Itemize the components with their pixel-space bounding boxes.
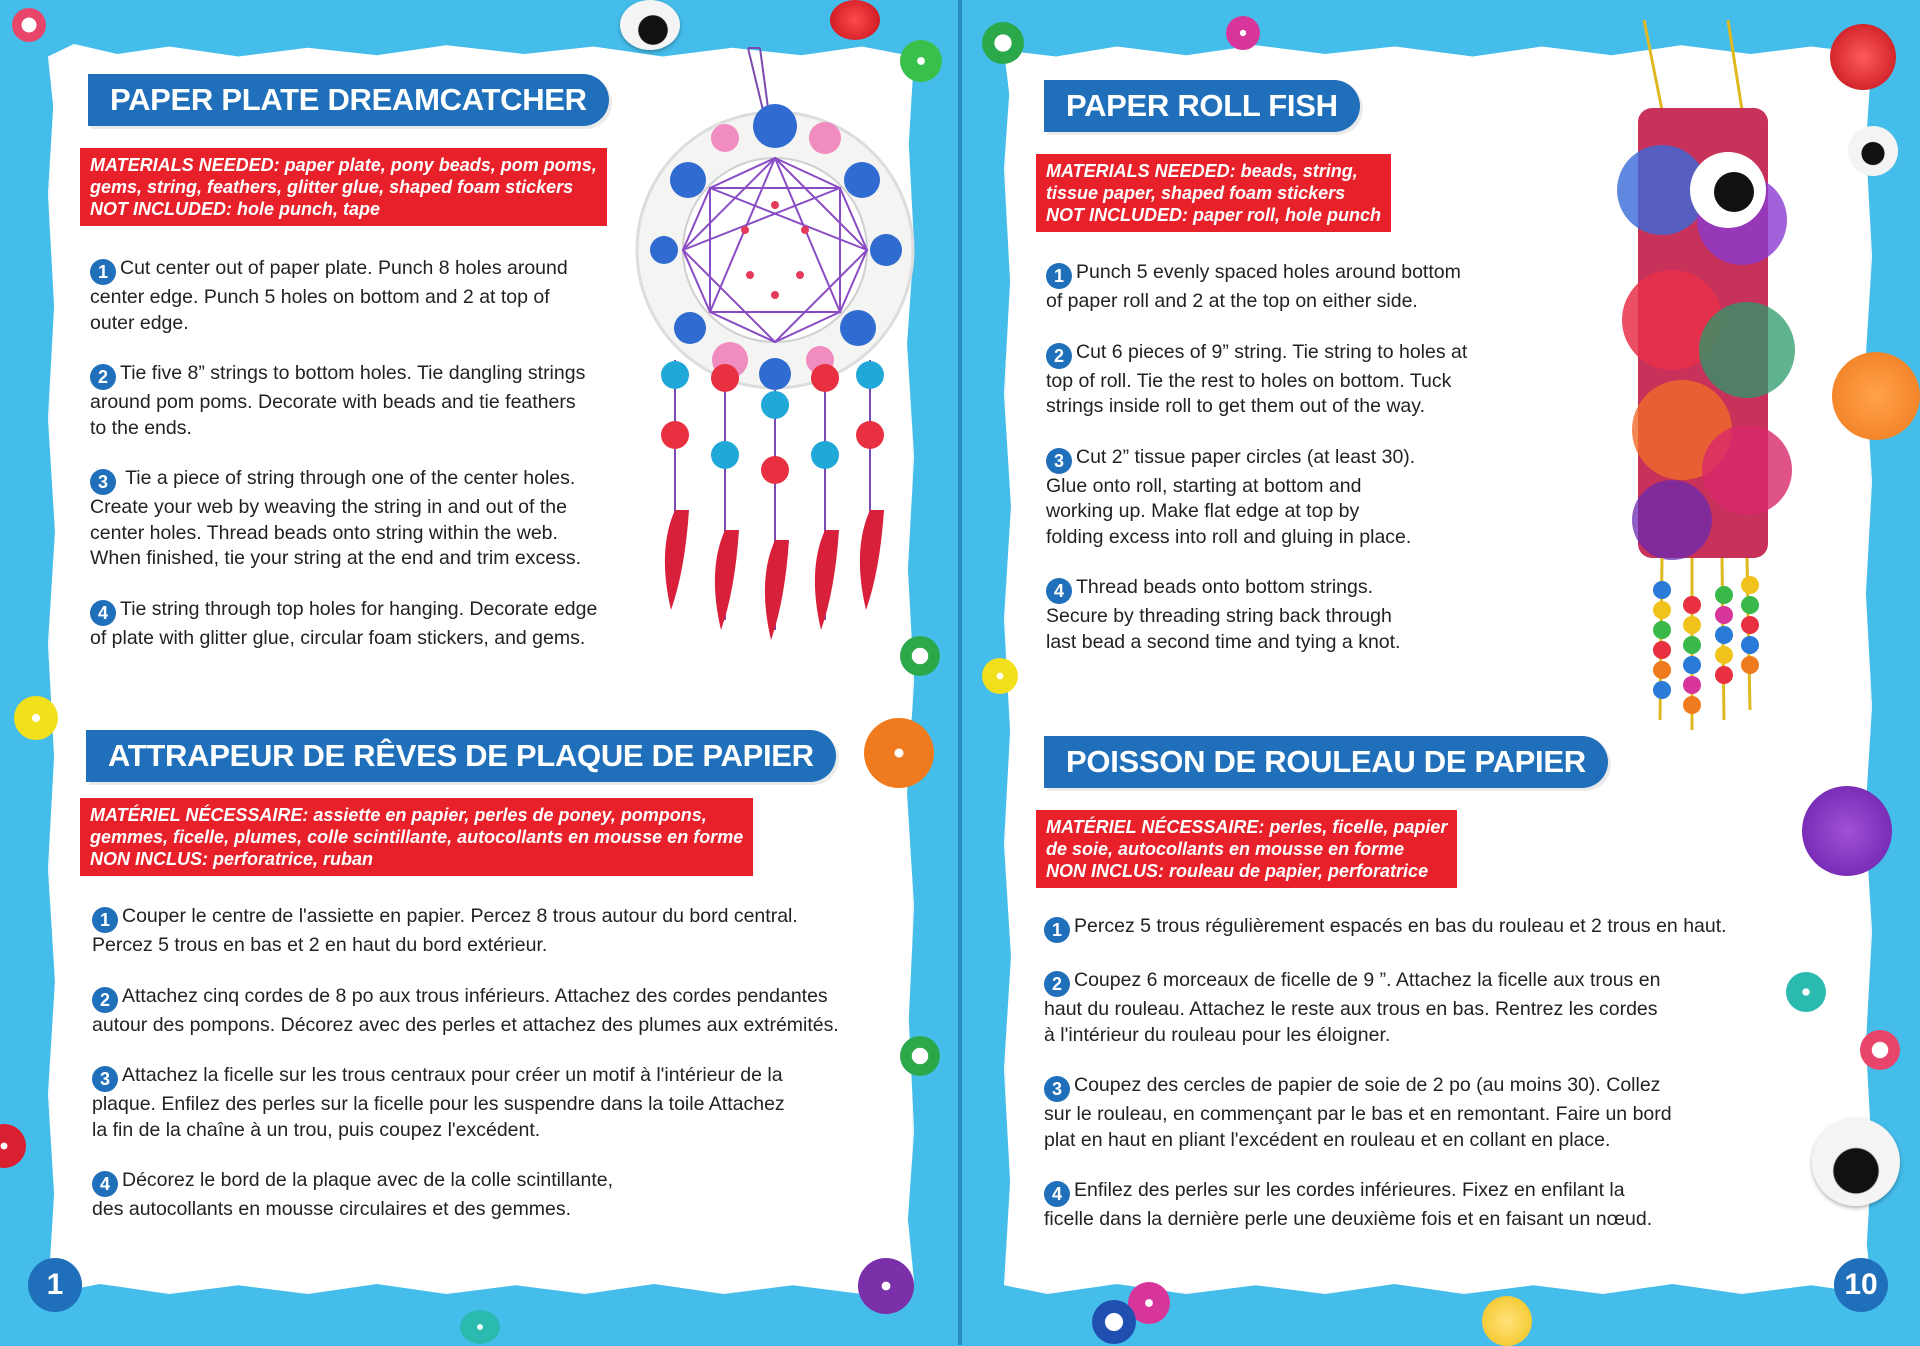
step-number-badge: 3: [90, 469, 116, 495]
step-line: Tie a piece of string through one of the center holes.: [120, 467, 576, 489]
steps-en: [90, 256, 630, 651]
step-number-badge: 3: [1044, 1076, 1070, 1102]
paper-roll-fish-illustration: [1542, 20, 1822, 740]
step-2: [1044, 968, 1844, 1048]
step-line: center edge. Punch 5 holes on bottom and 2 at top of: [90, 286, 550, 308]
step-line: center holes. Thread beads onto string within the web.: [90, 521, 558, 544]
step-4: [1044, 1178, 1844, 1233]
steps-fr: [92, 904, 912, 1223]
step-number-badge: 2: [1044, 971, 1070, 997]
steps-fr: [1044, 914, 1844, 1233]
step-1: [92, 904, 912, 959]
sequin-icon: [864, 718, 934, 788]
materials-line: NOT INCLUDED: paper roll, hole punch: [1046, 205, 1382, 225]
materials-line: MATERIALS NEEDED: paper plate, pony beads, pom poms,: [90, 155, 597, 175]
title-banner-en: PAPER ROLL FISH: [1044, 80, 1360, 132]
step-line: folding excess into roll and gluing in place.: [1046, 525, 1412, 548]
sequin-icon: [0, 1124, 26, 1168]
materials-line: de soie, autocollants en mousse en forme: [1046, 839, 1405, 859]
step-number-badge: 4: [92, 1171, 118, 1197]
step-3: [1044, 1073, 1844, 1153]
step-1: [1044, 914, 1844, 943]
sequin-icon: [1226, 16, 1260, 50]
step-line: ficelle dans la dernière perle une deuxième fois et en faisant un nœud.: [1044, 1208, 1653, 1230]
step-4: [90, 597, 630, 652]
step-line: of paper roll and 2 at the top on either side.: [1046, 290, 1418, 312]
step-3: [1046, 445, 1566, 551]
bead-icon: [1860, 1030, 1900, 1070]
step-4: [1046, 575, 1566, 655]
step-line: plat en haut en pliant l'excédent en rouleau et en collant en place.: [1044, 1128, 1611, 1151]
materials-line: NOT INCLUDED: hole punch, tape: [90, 199, 380, 219]
step-number-badge: 2: [92, 987, 118, 1013]
step-number-badge: 2: [1046, 343, 1072, 369]
step-line: Coupez 6 morceaux de ficelle de 9 ”. Attachez la ficelle aux trous en: [1074, 969, 1661, 991]
step-line: haut du rouleau. Attachez le reste aux trous en bas. Rentrez les cordes: [1044, 998, 1658, 1020]
bead-icon: [982, 22, 1024, 64]
step-line: Cut 2” tissue paper circles (at least 30).: [1076, 445, 1416, 468]
step-line: Glue onto roll, starting at bottom and: [1046, 474, 1362, 497]
pom-pom-icon: [1482, 1296, 1532, 1346]
step-line: des autocollants en mousse circulaires et des gemmes.: [92, 1198, 572, 1220]
step-line: Coupez des cercles de papier de soie de 2 po (au moins 30). Collez: [1074, 1074, 1661, 1096]
materials-line: gemmes, ficelle, plumes, colle scintillante, autocollants en mousse en forme: [90, 827, 744, 847]
step-number-badge: 1: [1046, 263, 1072, 289]
page-number: 1: [28, 1258, 82, 1312]
step-line: of plate with glitter glue, circular foam stickers, and gems.: [90, 626, 586, 649]
sequin-icon: [460, 1310, 500, 1344]
bead-icon: [12, 8, 46, 42]
step-line: Cut 6 pieces of 9” string. Tie string to holes at: [1076, 340, 1468, 363]
step-line: à l'intérieur du rouleau pour les éloigner.: [1044, 1023, 1391, 1046]
step-3: [90, 466, 630, 572]
googly-eye-icon: [1848, 126, 1898, 176]
materials-line: MATERIALS NEEDED: beads, string,: [1046, 161, 1358, 181]
step-line: Attachez la ficelle sur les trous centraux pour créer un motif à l'intérieur de la: [122, 1064, 783, 1086]
step-line: Attachez cinq cordes de 8 po aux trous inférieurs. Attachez des cordes pendantes: [122, 984, 828, 1007]
step-line: last bead a second time and tying a knot.: [1046, 630, 1401, 653]
materials-line: MATÉRIEL NÉCESSAIRE: assiette en papier, perles de poney, pompons,: [90, 805, 707, 825]
step-number-badge: 2: [90, 364, 116, 390]
title-banner-en: PAPER PLATE DREAMCATCHER: [88, 74, 609, 126]
right-page: [962, 0, 1920, 1345]
step-line: strings inside roll to get them out of the way.: [1046, 395, 1425, 417]
steps-en: [1046, 260, 1566, 655]
step-line: outer edge.: [90, 311, 189, 334]
step-line: plaque. Enfilez des perles sur la ficelle pour les suspendre dans la toile Attachez: [92, 1093, 785, 1115]
materials-box-en: [80, 148, 607, 226]
step-line: around pom poms. Decorate with beads and tie feathers: [90, 391, 576, 413]
bead-icon: [1092, 1300, 1136, 1344]
step-line: When finished, tie your string at the end and trim excess.: [90, 547, 581, 569]
materials-line: tissue paper, shaped foam stickers: [1046, 183, 1346, 203]
materials-line: NON INCLUS: perforatrice, ruban: [90, 849, 374, 869]
step-line: Décorez le bord de la plaque avec de la colle scintillante,: [122, 1169, 614, 1191]
materials-line: NON INCLUS: rouleau de papier, perforatrice: [1046, 861, 1429, 881]
pom-pom-icon: [1832, 352, 1920, 440]
pom-pom-icon: [1802, 786, 1892, 876]
step-line: Percez 5 trous en bas et 2 en haut du bord extérieur.: [92, 934, 548, 956]
step-number-badge: 1: [1044, 917, 1070, 943]
step-line: Secure by threading string back through: [1046, 605, 1392, 627]
step-line: Couper le centre de l'assiette en papier. Percez 8 trous autour du bord central.: [122, 905, 798, 927]
step-2: [1046, 340, 1566, 420]
step-line: Cut center out of paper plate. Punch 8 holes around: [120, 257, 568, 279]
step-line: top of roll. Tie the rest to holes on bottom. Tuck: [1046, 369, 1452, 392]
materials-box-en: [1036, 154, 1391, 232]
sequin-icon: [982, 658, 1018, 694]
step-number-badge: 1: [90, 259, 116, 285]
step-4: [92, 1168, 912, 1223]
step-number-badge: 3: [1046, 448, 1072, 474]
materials-line: MATÉRIEL NÉCESSAIRE: perles, ficelle, papier: [1046, 817, 1448, 837]
step-line: to the ends.: [90, 416, 192, 439]
materials-box-fr: [1036, 810, 1457, 888]
step-1: [1046, 260, 1566, 315]
title-banner-fr: POISSON DE ROULEAU DE PAPIER: [1044, 736, 1608, 788]
step-2: [92, 984, 912, 1039]
step-number-badge: 4: [1046, 578, 1072, 604]
sequin-icon: [14, 696, 58, 740]
step-line: Thread beads onto bottom strings.: [1076, 576, 1374, 598]
step-line: la fin de la chaîne à un trou, puis coupez l'excédent.: [92, 1118, 541, 1141]
step-line: Tie five 8” strings to bottom holes. Tie dangling strings: [120, 362, 586, 384]
step-line: Create your web by weaving the string in and out of the: [90, 496, 567, 518]
step-line: sur le rouleau, en commençant par le bas et en remontant. Faire un bord: [1044, 1103, 1672, 1125]
pom-pom-icon: [1830, 24, 1896, 90]
step-line: autour des pompons. Décorez avec des perles et attachez des plumes aux extrémités.: [92, 1013, 839, 1036]
step-1: [90, 256, 630, 336]
page-number: 10: [1834, 1258, 1888, 1312]
materials-line: gems, string, feathers, glitter glue, shaped foam stickers: [90, 177, 574, 197]
materials-box-fr: [80, 798, 753, 876]
step-2: [90, 361, 630, 441]
title-banner-fr: ATTRAPEUR DE RÊVES DE PLAQUE DE PAPIER: [86, 730, 836, 782]
step-number-badge: 1: [92, 907, 118, 933]
step-number-badge: 4: [1044, 1181, 1070, 1207]
step-line: working up. Make flat edge at top by: [1046, 500, 1360, 522]
step-line: Tie string through top holes for hanging. Decorate edge: [120, 597, 598, 620]
sequin-icon: [858, 1258, 914, 1314]
dreamcatcher-illustration: [630, 30, 920, 660]
step-line: Enfilez des perles sur les cordes inférieures. Fixez en enfilant la: [1074, 1179, 1625, 1201]
left-page: [0, 0, 958, 1345]
step-line: Punch 5 evenly spaced holes around bottom: [1076, 261, 1461, 283]
step-number-badge: 4: [90, 600, 116, 626]
step-line: Percez 5 trous régulièrement espacés en bas du rouleau et 2 trous en haut.: [1074, 915, 1727, 937]
step-3: [92, 1063, 912, 1143]
step-number-badge: 3: [92, 1066, 118, 1092]
